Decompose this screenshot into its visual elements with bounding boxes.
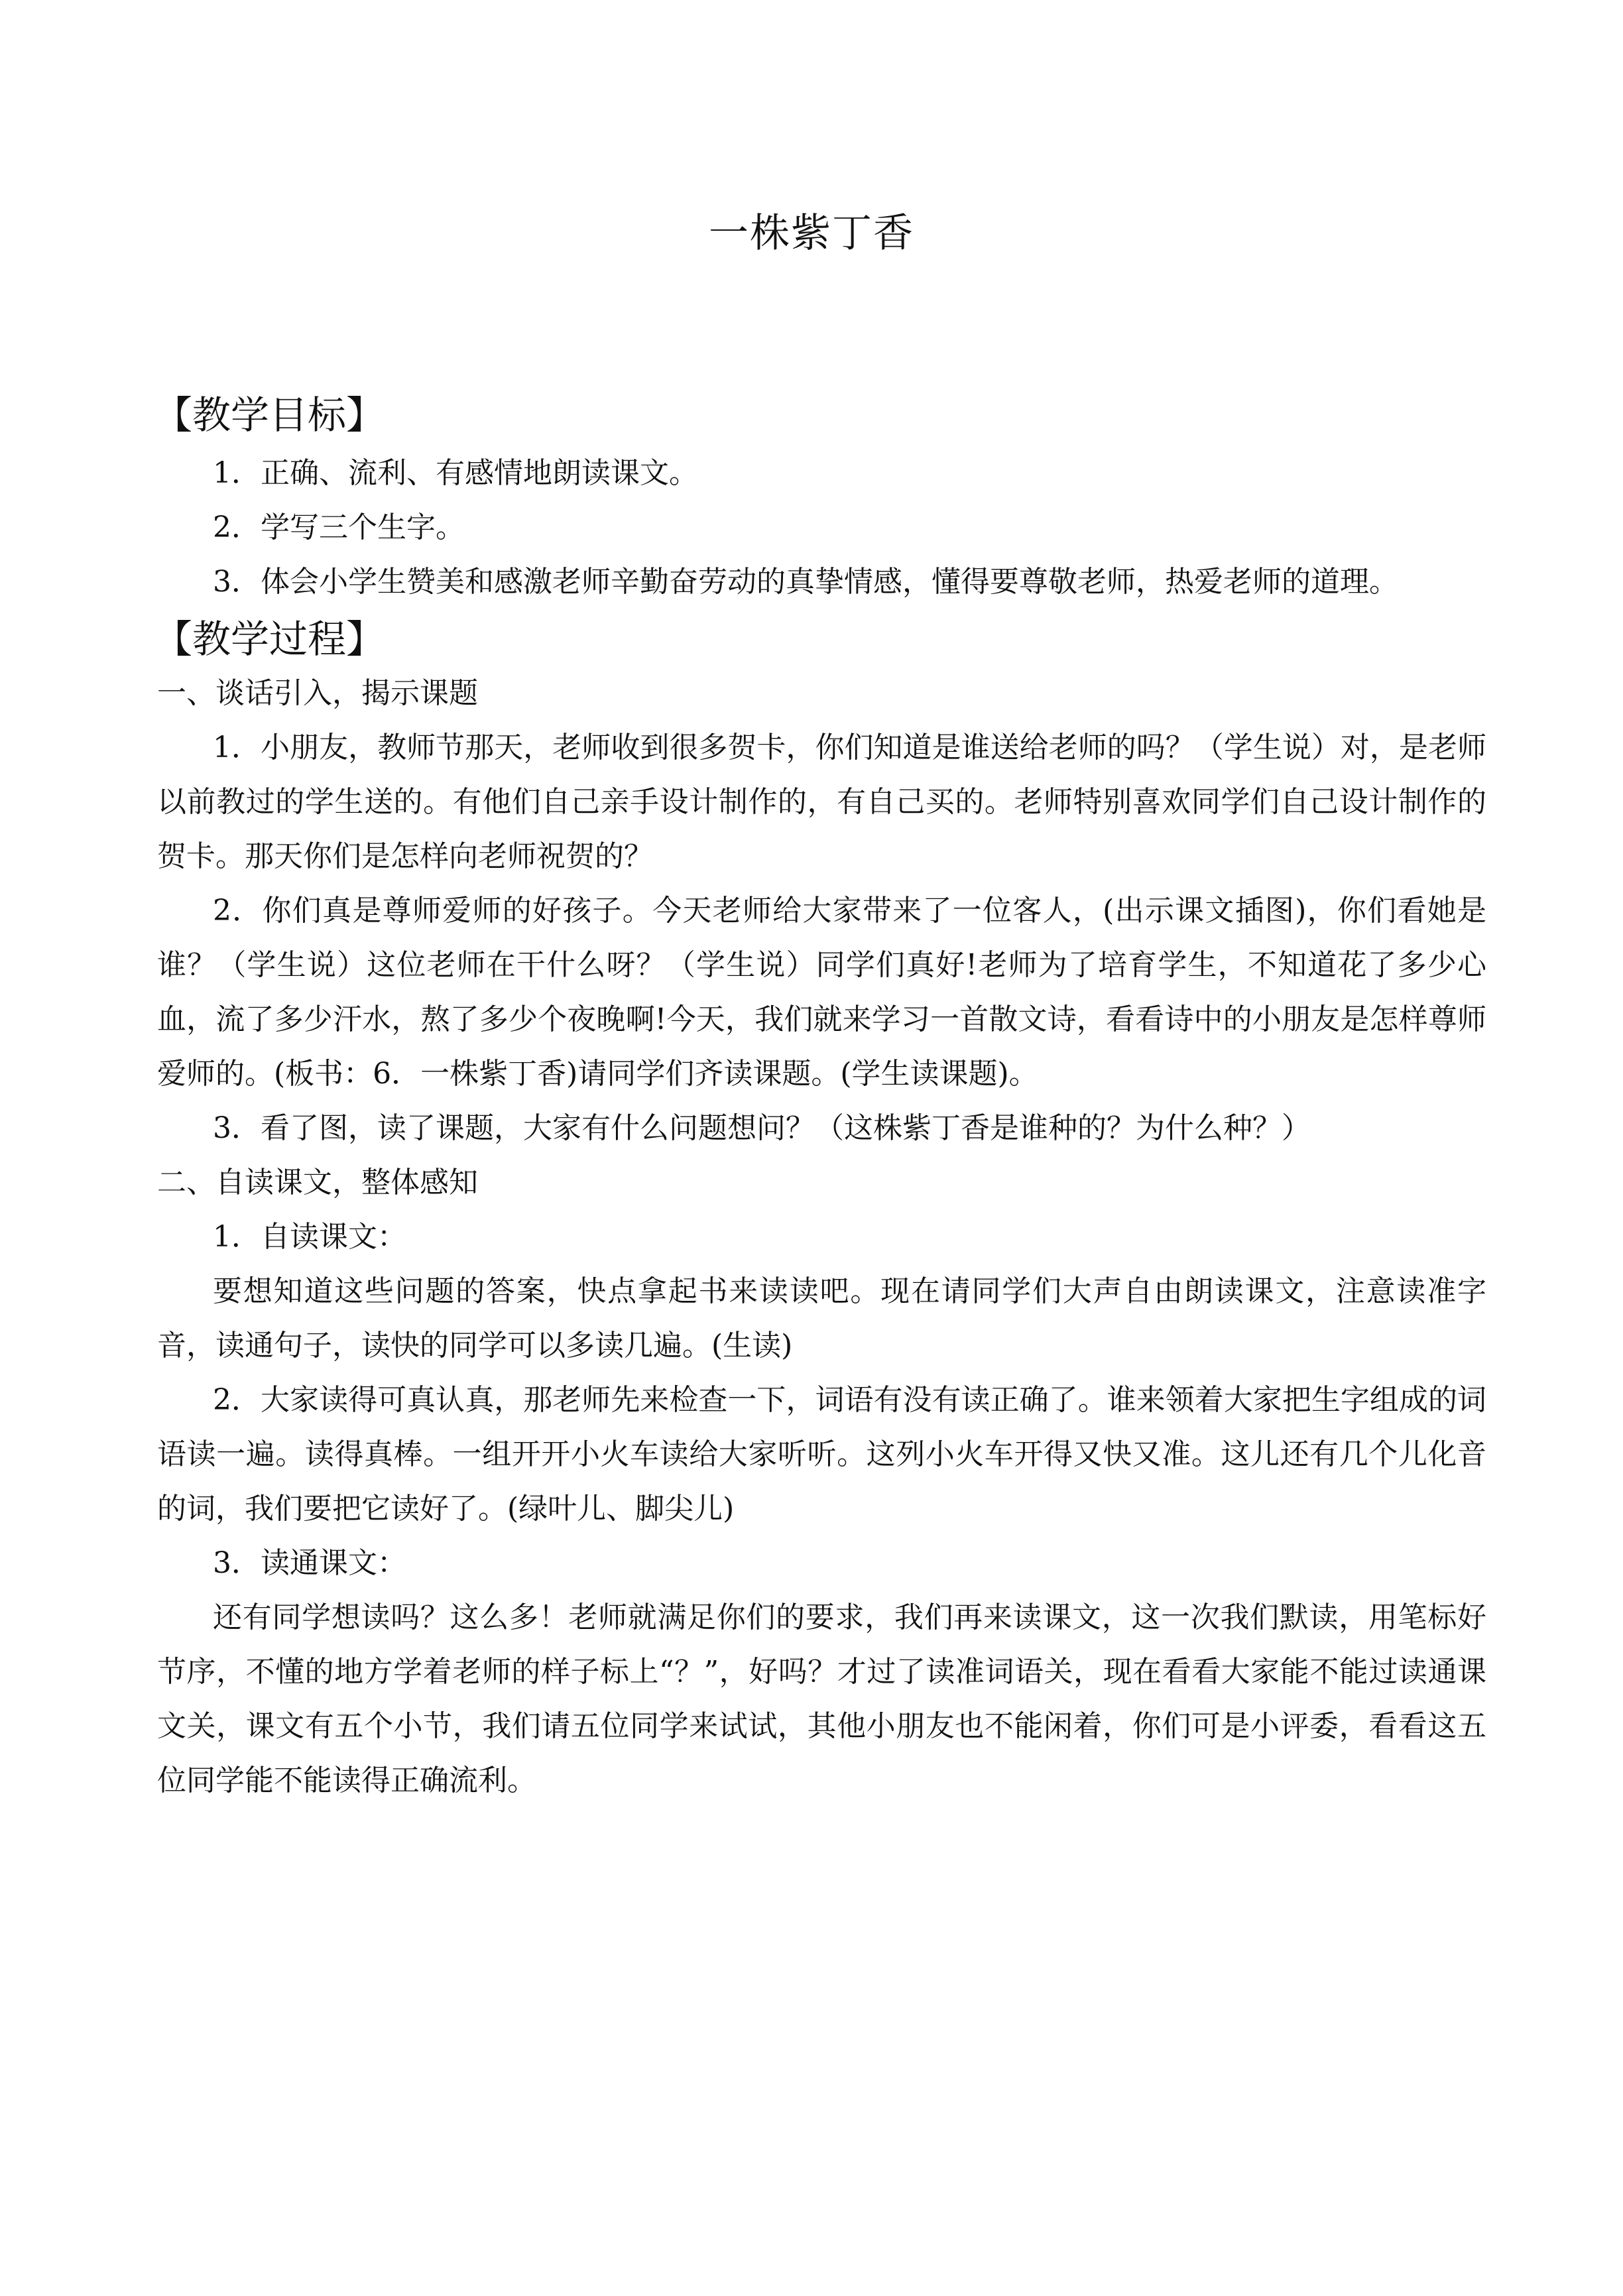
document-title: 一株紫丁香 bbox=[709, 210, 914, 257]
teaching-objectives bbox=[154, 388, 1486, 609]
section-heading: 二、自读课文，整体感知 bbox=[157, 1166, 478, 1199]
paragraph: 要想知道这些问题的答案，快点拿起书来读读吧。现在请同学们大声自由朗读课文，注意读准字音，读通句子，读快的同学可以多读几遍。(生读) bbox=[157, 1274, 1486, 1362]
objective-item: 2．学写三个生字。 bbox=[213, 511, 465, 544]
paragraph: 3．看了图，读了课题，大家有什么问题想问？（这株紫丁香是谁种的？为什么种？） bbox=[213, 1111, 1311, 1145]
objectives-heading: 【教学目标】 bbox=[154, 393, 385, 438]
paragraph: 2．大家读得可真认真，那老师先来检查一下，词语有没有读正确了。谁来领着大家把生字组成的词语读一遍。读得真棒。一组开开小火车读给大家听听。这列小火车开得又快又准。这儿还有几个儿化音的词，我们要把它读好了。(绿叶儿、脚尖儿) bbox=[157, 1383, 1486, 1526]
paragraph: 1．自读课文： bbox=[213, 1220, 406, 1254]
teaching-process bbox=[154, 612, 1486, 1808]
paragraph: 1．小朋友，教师节那天，老师收到很多贺卡，你们知道是谁送给老师的吗？（学生说）对，是老师以前教过的学生送的。有他们自己亲手设计制作的，有自己买的。老师特别喜欢同学们自己设计制作的贺卡。那天你们是怎样向老师祝贺的？ bbox=[157, 731, 1486, 873]
paragraph: 3．读通课文： bbox=[213, 1546, 406, 1580]
paragraph: 2．你们真是尊师爱师的好孩子。今天老师给大家带来了一位客人，(出示课文插图)，你们看她是谁？（学生说）这位老师在干什么呀？（学生说）同学们真好!老师为了培育学生，不知道花了多少心血，流了多少汗水，熬了多少个夜晚啊!今天，我们就来学习一首散文诗，看看诗中的小朋友是怎样尊师爱师的。(板书：6．一株紫丁香)请同学们齐读课题。(学生读课题)。 bbox=[157, 894, 1486, 1091]
objective-item: 3．体会小学生赞美和感激老师辛勤奋劳动的真挚情感，懂得要尊敬老师，热爱老师的道理。 bbox=[213, 565, 1398, 599]
process-heading: 【教学过程】 bbox=[154, 617, 385, 662]
section-heading: 一、谈话引入，揭示课题 bbox=[157, 676, 478, 710]
objective-item: 1．正确、流利、有感情地朗读课文。 bbox=[213, 456, 698, 490]
paragraph: 还有同学想读吗？这么多！老师就满足你们的要求，我们再来读课文，这一次我们默读，用笔标好节序，不懂的地方学着老师的样子标上“？”，好吗？才过了读准词语关，现在看看大家能不能过读通课文关，课文有五个小节，我们请五位同学来试试，其他小朋友也不能闲着，你们可是小评委，看看这五位同学能不能读得正确流利。 bbox=[157, 1601, 1486, 1797]
document-body bbox=[154, 388, 1486, 1808]
